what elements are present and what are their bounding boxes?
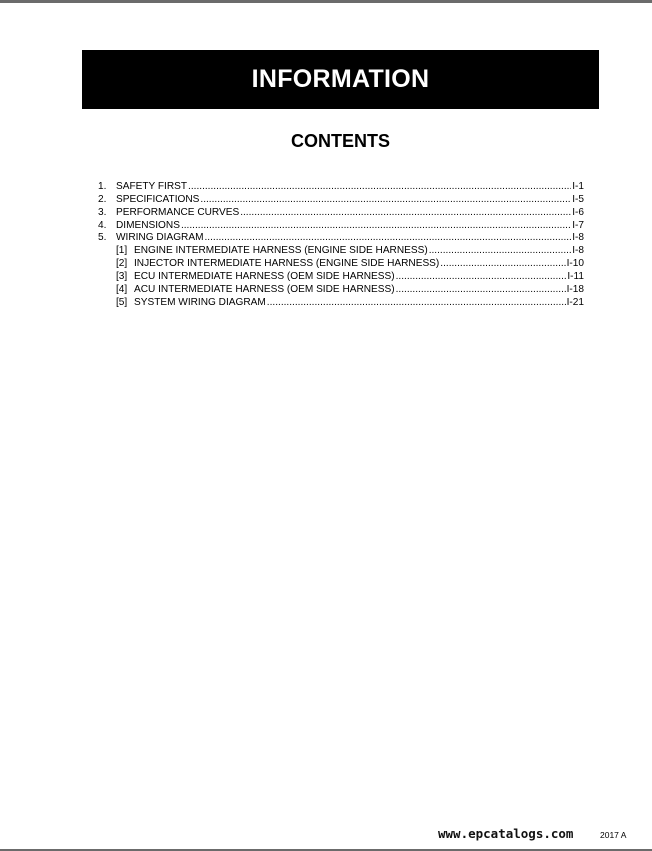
toc-page: I-10 bbox=[566, 258, 584, 270]
toc-number: 4. bbox=[98, 219, 107, 231]
toc-subentry-ecu-intermediate-harness[interactable] bbox=[98, 271, 584, 284]
toc-entry-dimensions[interactable] bbox=[98, 220, 584, 233]
footer-issue: 2017 A bbox=[600, 830, 627, 840]
toc-label: PERFORMANCE CURVES bbox=[116, 206, 240, 218]
table-of-contents bbox=[98, 181, 584, 309]
toc-page: I-8 bbox=[572, 232, 584, 244]
toc-leader bbox=[396, 284, 566, 297]
toc-page: I-5 bbox=[572, 193, 584, 205]
toc-page: I-8 bbox=[572, 245, 584, 257]
toc-label: INJECTOR INTERMEDIATE HARNESS (ENGINE SIDE HARNESS) bbox=[134, 258, 440, 270]
toc-leader bbox=[440, 258, 565, 271]
toc-label: WIRING DIAGRAM bbox=[116, 232, 204, 244]
toc-number: 2. bbox=[98, 193, 107, 205]
toc-subentry-engine-intermediate-harness[interactable] bbox=[98, 245, 584, 258]
toc-leader bbox=[181, 220, 571, 233]
section-banner bbox=[82, 50, 599, 109]
toc-subnumber: [4] bbox=[116, 283, 128, 295]
toc-label: SYSTEM WIRING DIAGRAM bbox=[134, 296, 266, 308]
toc-leader bbox=[429, 245, 572, 258]
toc-page: I-1 bbox=[572, 181, 584, 192]
toc-number: 1. bbox=[98, 181, 107, 192]
toc-page: I-21 bbox=[566, 296, 584, 308]
toc-label: ENGINE INTERMEDIATE HARNESS (ENGINE SIDE HARNESS) bbox=[134, 245, 428, 257]
toc-leader bbox=[188, 181, 571, 194]
toc-entry-safety-first[interactable] bbox=[98, 181, 584, 194]
toc-leader bbox=[240, 207, 571, 220]
contents-heading: CONTENTS bbox=[291, 131, 390, 151]
toc-entry-wiring-diagram[interactable] bbox=[98, 232, 584, 245]
toc-leader bbox=[200, 194, 571, 207]
toc-subnumber: [2] bbox=[116, 258, 128, 270]
toc-page: I-6 bbox=[572, 206, 584, 218]
toc-entry-specifications[interactable] bbox=[98, 194, 584, 207]
toc-label: DIMENSIONS bbox=[116, 219, 180, 231]
toc-label: SAFETY FIRST bbox=[116, 181, 188, 192]
toc-entry-performance-curves[interactable] bbox=[98, 207, 584, 220]
toc-subentry-acu-intermediate-harness[interactable] bbox=[98, 284, 584, 297]
toc-label: ACU INTERMEDIATE HARNESS (OEM SIDE HARNESS) bbox=[134, 283, 395, 295]
toc-label: SPECIFICATIONS bbox=[116, 193, 200, 205]
toc-subentry-system-wiring-diagram[interactable] bbox=[98, 297, 584, 310]
toc-subnumber: [5] bbox=[116, 296, 128, 308]
toc-page: I-7 bbox=[572, 219, 584, 231]
toc-leader bbox=[204, 232, 571, 245]
page-title: INFORMATION bbox=[251, 65, 430, 93]
toc-label: ECU INTERMEDIATE HARNESS (OEM SIDE HARNESS) bbox=[134, 270, 395, 282]
toc-subnumber: [1] bbox=[116, 245, 128, 257]
toc-number: 5. bbox=[98, 232, 107, 244]
toc-leader bbox=[267, 297, 566, 310]
toc-subnumber: [3] bbox=[116, 270, 128, 282]
watermark: www.epcatalogs.com bbox=[438, 826, 574, 841]
toc-page: I-11 bbox=[567, 270, 584, 282]
toc-page: I-18 bbox=[566, 283, 584, 295]
toc-number: 3. bbox=[98, 206, 107, 218]
top-rule bbox=[0, 0, 652, 3]
toc-leader bbox=[396, 271, 567, 284]
toc-subentry-injector-intermediate-harness[interactable] bbox=[98, 258, 584, 271]
